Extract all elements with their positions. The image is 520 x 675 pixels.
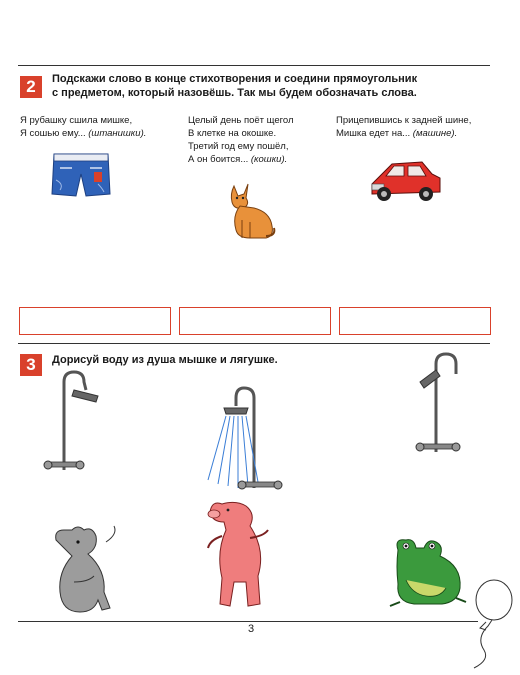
answer-box-1[interactable]	[19, 307, 171, 335]
poem-3	[336, 114, 496, 140]
poem-1	[20, 114, 170, 140]
poem-2-line-1: Целый день поёт щегол	[188, 115, 294, 126]
pig-icon	[200, 496, 280, 614]
shower-icon	[410, 352, 476, 464]
poem-3-line-1: Прицепившись к задней шине,	[336, 115, 472, 126]
middle-rule	[18, 343, 490, 344]
answer-box-2[interactable]	[179, 307, 331, 335]
task-2-badge: 2	[20, 76, 42, 98]
poem-2-answer: (кошки).	[250, 154, 288, 165]
poem-1-answer: (штанишки).	[88, 128, 147, 139]
task-3-badge: 3	[20, 354, 42, 376]
poem-2-line-3: Третий год ему пошёл,	[188, 141, 289, 152]
balloon-icon	[466, 578, 516, 670]
mouse-icon	[44, 522, 124, 616]
bottom-rule	[18, 621, 478, 622]
task-2-instruction	[52, 72, 492, 100]
poem-3-answer: (машине).	[412, 128, 458, 139]
poem-2	[188, 114, 338, 166]
cat-icon	[222, 180, 278, 242]
car-icon	[368, 156, 444, 206]
task-2-instruction-line-2: с предметом, который назовёшь. Так мы будем обозначать слова.	[52, 87, 417, 99]
task-3-instruction: Дорисуй воду из душа мышке и лягушке.	[52, 354, 278, 366]
poem-2-line-2: В клетке на окошке.	[188, 128, 277, 139]
task-2-instruction-line-1: Подскажи слово в конце стихотворения и соедини прямоугольник	[52, 73, 418, 85]
poem-1-line-2: Я сошью ему... (штанишки).	[20, 128, 147, 139]
answer-box-3[interactable]	[339, 307, 491, 335]
poem-3-line-2: Мишка едет на... (машине).	[336, 128, 458, 139]
top-rule	[18, 65, 490, 66]
poem-2-line-4: А он боится... (кошки).	[188, 154, 288, 165]
poem-1-line-1: Я рубашку сшила мишке,	[20, 115, 133, 126]
shower-icon	[38, 370, 104, 480]
frog-icon	[386, 536, 470, 610]
shower-icon	[196, 384, 286, 494]
shorts-icon	[50, 150, 112, 198]
page-number: 3	[248, 623, 255, 635]
